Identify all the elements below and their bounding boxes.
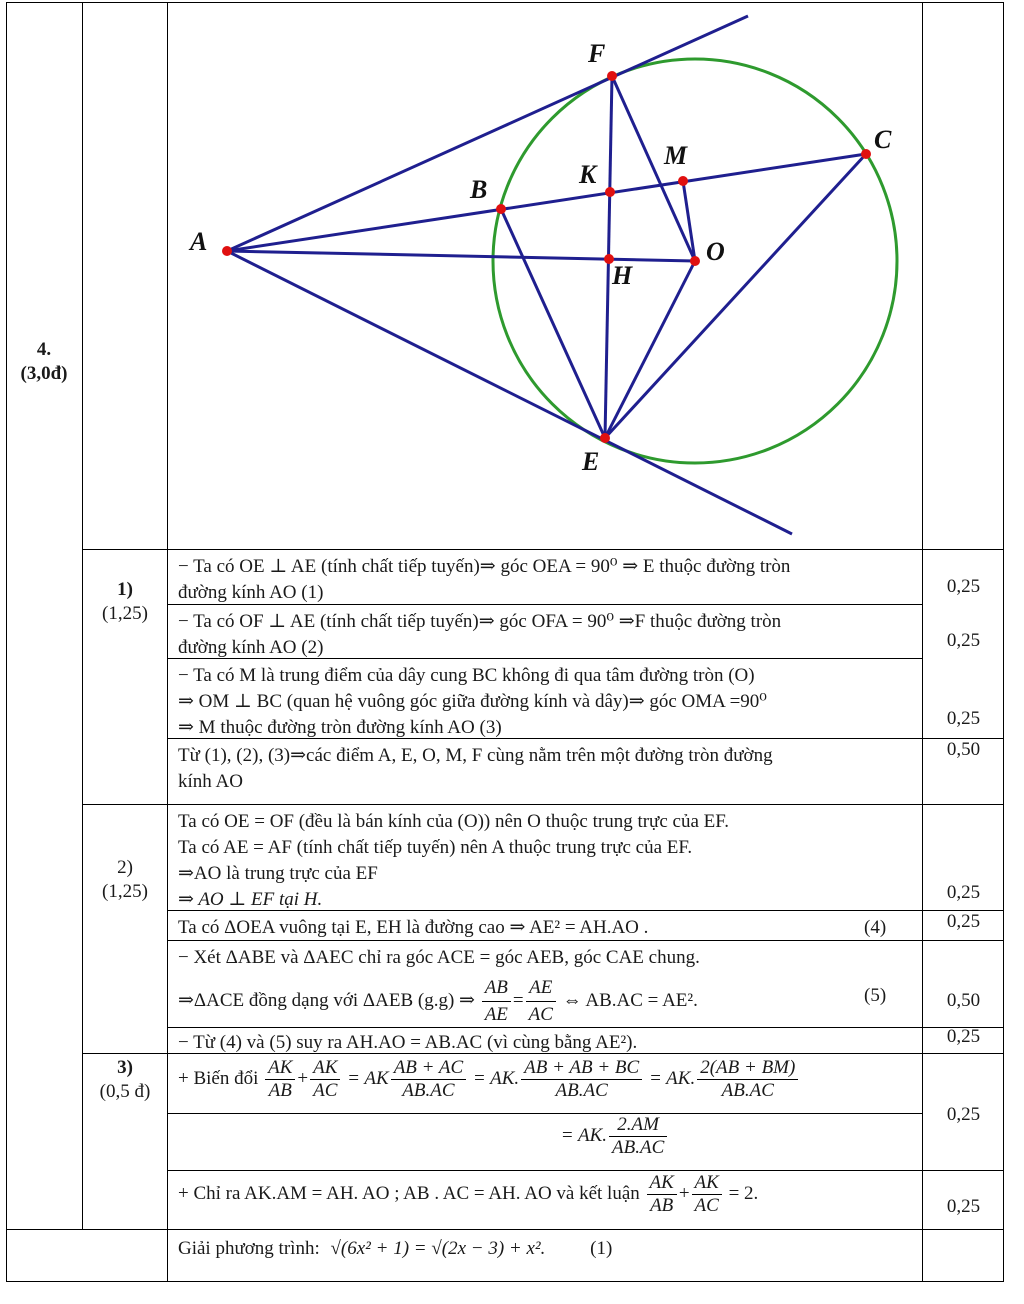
point-f (607, 71, 617, 81)
segment-ec (605, 154, 866, 438)
fraction-ab-ae (482, 975, 511, 1028)
frac-ak-ab (647, 1172, 677, 1217)
frac-den: AB.AC (402, 1080, 455, 1101)
label-f: F (588, 39, 606, 68)
frac-den: AC (694, 1195, 719, 1216)
label-o: O (706, 237, 725, 266)
frac-num: AK (310, 1057, 340, 1080)
score: 0,50 (946, 990, 981, 1011)
part1-row4 (168, 739, 922, 795)
geometry-figure (168, 4, 923, 549)
part1-row1-line2: đường kính AO (1) (178, 582, 324, 603)
label-k: K (579, 160, 597, 189)
part1-points: (1,25) (102, 603, 148, 624)
frac-num: AB + AC (391, 1057, 466, 1080)
label-b: B (470, 175, 488, 204)
frac-den: AB.AC (555, 1080, 608, 1101)
frac-den: AC (313, 1080, 338, 1101)
frac-ak-ac (692, 1172, 722, 1217)
transform-prefix: + Biến đổi (178, 1067, 259, 1089)
frac-den: AB (650, 1195, 674, 1216)
question-label (6, 338, 82, 386)
score: 0,25 (946, 1026, 981, 1047)
label-m: M (664, 141, 688, 170)
row-divider (167, 1170, 1004, 1171)
point-e (600, 433, 610, 443)
part1-row3-line3: ⇒ M thuộc đường tròn đường kính AO (3) (178, 717, 502, 738)
point-b (496, 204, 506, 214)
row-divider (6, 1229, 1004, 1230)
frac-sum (391, 1057, 466, 1102)
footer-tag: (1) (590, 1238, 613, 1259)
part1-row2-line2: đường kính AO (2) (178, 637, 324, 658)
point-k (605, 187, 615, 197)
part2-row4 (168, 1026, 922, 1056)
product-equality: ⇔ AB.AC = AE². (562, 989, 698, 1011)
part2-row1-line2: Ta có AE = AF (tính chất tiếp tuyến) nên A thuộc trung trực của EF. (178, 837, 693, 858)
frac-num: AE (526, 975, 556, 1002)
score: 0,25 (946, 911, 981, 932)
part1-row3-line1: − Ta có M là trung điểm của dây cung BC không đi qua tâm đường tròn (O) (178, 665, 755, 686)
part3-row1-line2 (168, 1114, 922, 1159)
question-points: (3,0đ) (20, 363, 68, 384)
part3-label (83, 1056, 167, 1104)
score: 0,25 (946, 630, 981, 651)
part2-row1-line4: ⇒ AO ⊥ EF tại H. (178, 889, 323, 910)
part2-row3 (168, 941, 922, 1028)
conclusion-text: + Chỉ ra AK.AM = AH. AO ; AB . AC = AH. AO và kết luận (178, 1182, 640, 1204)
label-a: A (190, 227, 208, 256)
score: 0,25 (946, 576, 981, 597)
footer-row (168, 1238, 922, 1260)
part2-points: (1,25) (102, 881, 148, 902)
part1-row1-line1: − Ta có OE ⊥ AE (tính chất tiếp tuyến)⇒ góc OEA = 90⁰ ⇒ E thuộc đường tròn (178, 556, 791, 577)
equation-tag-5: (5) (864, 985, 887, 1006)
frac-ak-ac (310, 1057, 340, 1102)
part1-row2 (168, 605, 922, 661)
part2-row3-line2: ⇒ΔACE đồng dạng với ΔAEB (g.g) ⇒ $\frac{AB}{AE}$ = $\frac{AE}{AC}$ ⇔ AB.AC = AE². (178, 975, 914, 1028)
eq-part: = AK (347, 1067, 389, 1089)
eq-part: = AK. (560, 1124, 607, 1146)
tangent-ae (227, 251, 792, 534)
frac-num: AK (647, 1172, 677, 1195)
part1-label (83, 578, 167, 626)
point-c (861, 149, 871, 159)
eq-part: = AK. (648, 1067, 696, 1089)
footer-equation: √(6x² + 1) = √(2x − 3) + x². (330, 1238, 546, 1259)
point-a (222, 246, 232, 256)
label-e: E (582, 447, 600, 476)
part1-row4-line1: Từ (1), (2), (3)⇒các điểm A, E, O, M, F cùng nằm trên một đường tròn đường (178, 745, 773, 766)
frac-num: 2.AM (609, 1114, 667, 1137)
segment-ao (227, 251, 695, 261)
figure-lines (227, 16, 866, 534)
point-o (690, 256, 700, 266)
part2-label (83, 856, 167, 904)
frac-num: AB (482, 975, 511, 1002)
part1-row3 (168, 659, 922, 741)
frac-den: AB.AC (721, 1080, 774, 1101)
part1-row1 (168, 550, 922, 606)
frac-num: 2(AB + BM) (697, 1057, 798, 1080)
label-h: H (612, 261, 633, 290)
part2-row3-line1: − Xét ΔABE và ΔAEC chỉ ra góc ACE = góc AEB, góc CAE chung. (178, 947, 700, 968)
similarity-statement: ⇒ΔACE đồng dạng với ΔAEB (g.g) ⇒ (178, 989, 475, 1011)
part2-number: 2) (117, 857, 133, 878)
frac-num: AK (692, 1172, 722, 1195)
frac-den: AB.AC (612, 1137, 665, 1158)
part3-row1-line1: + Biến đổi $\frac{AK}{AB}$ + $\frac{AK}{AC}$ = AK $\frac{AB + AC}{AB.AC}$ = AK. $\frac{AB + AB + BC}{AB.AC}$ = AK. $\frac{2(AB + BM)}{AB.AC}$ (168, 1055, 922, 1102)
label-c: C (874, 125, 892, 154)
frac-num: AK (265, 1057, 295, 1080)
conclusion-result: = 2. (728, 1182, 759, 1204)
part1-number: 1) (117, 579, 133, 600)
part3-points: (0,5 đ) (99, 1081, 151, 1102)
point-m (678, 176, 688, 186)
part1-row4-line2: kính AO (178, 771, 243, 792)
frac-2am (609, 1114, 667, 1159)
part2-row4-line1: − Từ (4) và (5) suy ra AH.AO = AB.AC (vì cùng bằng AE²). (178, 1032, 638, 1053)
tangent-af (227, 16, 748, 251)
part2-row2 (168, 911, 922, 941)
frac-sum2 (521, 1057, 642, 1102)
footer-text: Giải phương trình: (178, 1238, 320, 1259)
secant-ac (227, 154, 866, 251)
frac-ak-ab (265, 1057, 295, 1102)
part1-row3-line2: ⇒ OM ⊥ BC (quan hệ vuông góc giữa đường kính và dây)⇒ góc OMA =90⁰ (178, 691, 767, 712)
score: 0,25 (946, 1196, 981, 1217)
frac-sum3 (697, 1057, 798, 1102)
part2-row1-line1: Ta có OE = OF (đều là bán kính của (O)) nên O thuộc trung trực của EF. (178, 811, 730, 832)
score: 0,25 (946, 882, 981, 903)
equation-tag-4: (4) (864, 917, 887, 938)
frac-den: AC (528, 1004, 553, 1025)
question-number: 4. (36, 339, 52, 360)
part2-row2-line1: Ta có ΔOEA vuông tại E, EH là đường cao ⇒ AE² = AH.AO . (178, 917, 649, 938)
frac-den: AE (484, 1004, 508, 1025)
part2-row1-line3: ⇒AO là trung trực của EF (178, 863, 378, 884)
frac-num: AB + AB + BC (521, 1057, 642, 1080)
frac-den: AB (268, 1080, 292, 1101)
fraction-ae-ac (526, 975, 556, 1028)
part3-number: 3) (117, 1057, 133, 1078)
score: 0,25 (946, 1104, 981, 1125)
eq-part: = AK. (472, 1067, 520, 1089)
score: 0,50 (946, 739, 981, 760)
score: 0,25 (946, 708, 981, 729)
part1-row2-line1: − Ta có OF ⊥ AE (tính chất tiếp tuyến)⇒ góc OFA = 90⁰ ⇒F thuộc đường tròn (178, 611, 782, 632)
part3-row2: + Chỉ ra AK.AM = AH. AO ; AB . AC = AH. AO và kết luận $\frac{AK}{AB}$ + $\frac{AK}{AC}$ = 2. (178, 1172, 759, 1216)
part2-row1 (168, 805, 922, 913)
